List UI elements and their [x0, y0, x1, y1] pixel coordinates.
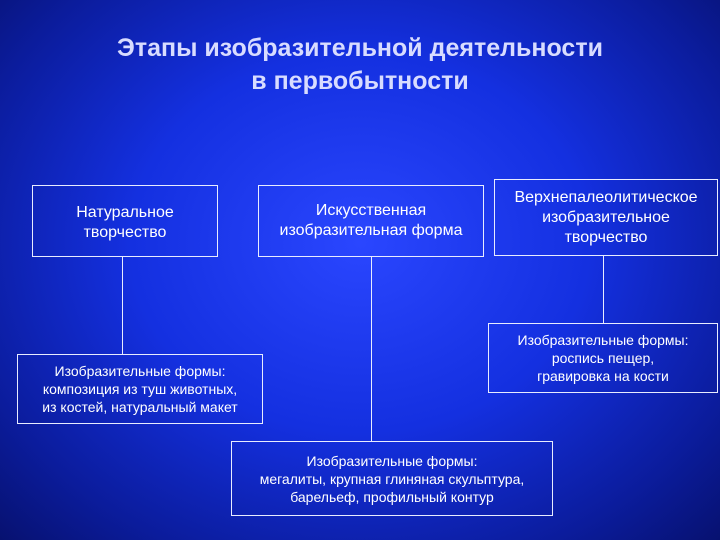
- title-line-1: Этапы изобразительной деятельности: [117, 34, 603, 62]
- connector-artificial: [371, 257, 372, 441]
- forms-natural-line-2: композиция из туш животных,: [42, 381, 238, 397]
- forms-upper-paleolithic-line-2: роспись пещер,: [551, 350, 655, 366]
- stage-box-artificial: [258, 185, 484, 257]
- forms-artificial-line-2: мегалиты, крупная глиняная скульптура,: [259, 470, 525, 487]
- connector-natural: [122, 257, 123, 354]
- stage-upper-paleolithic-line-3: творчество: [564, 228, 648, 246]
- stage-natural-line-1: Натуральное: [76, 204, 174, 221]
- forms-box-natural: [17, 354, 263, 424]
- stage-artificial-line-1: Искусственная: [315, 202, 427, 219]
- stage-upper-paleolithic-line-2: изобразительное: [542, 208, 670, 226]
- diagram-title: [60, 32, 660, 98]
- connector-upper-paleolithic: [603, 256, 604, 323]
- stage-artificial-line-2: изобразительная форма: [279, 222, 463, 239]
- forms-artificial-line-1: Изобразительные формы:: [306, 452, 478, 469]
- forms-artificial-line-3: барельеф, профильный контур: [290, 488, 494, 505]
- forms-upper-paleolithic-line-3: гравировка на кости: [537, 368, 669, 384]
- stage-box-upper-paleolithic: [494, 179, 718, 256]
- forms-box-artificial: [231, 441, 553, 516]
- title-line-2: в первобытности: [251, 67, 469, 95]
- forms-natural-line-1: Изобразительные формы:: [54, 363, 226, 379]
- stage-upper-paleolithic-line-1: Верхнепалеолитическое: [514, 188, 698, 206]
- forms-upper-paleolithic-line-1: Изобразительные формы:: [517, 332, 689, 348]
- forms-natural-line-3: из костей, натуральный макет: [42, 399, 238, 415]
- forms-box-upper-paleolithic: [488, 323, 718, 393]
- stage-natural-line-2: творчество: [83, 224, 167, 241]
- stage-box-natural: [32, 185, 218, 257]
